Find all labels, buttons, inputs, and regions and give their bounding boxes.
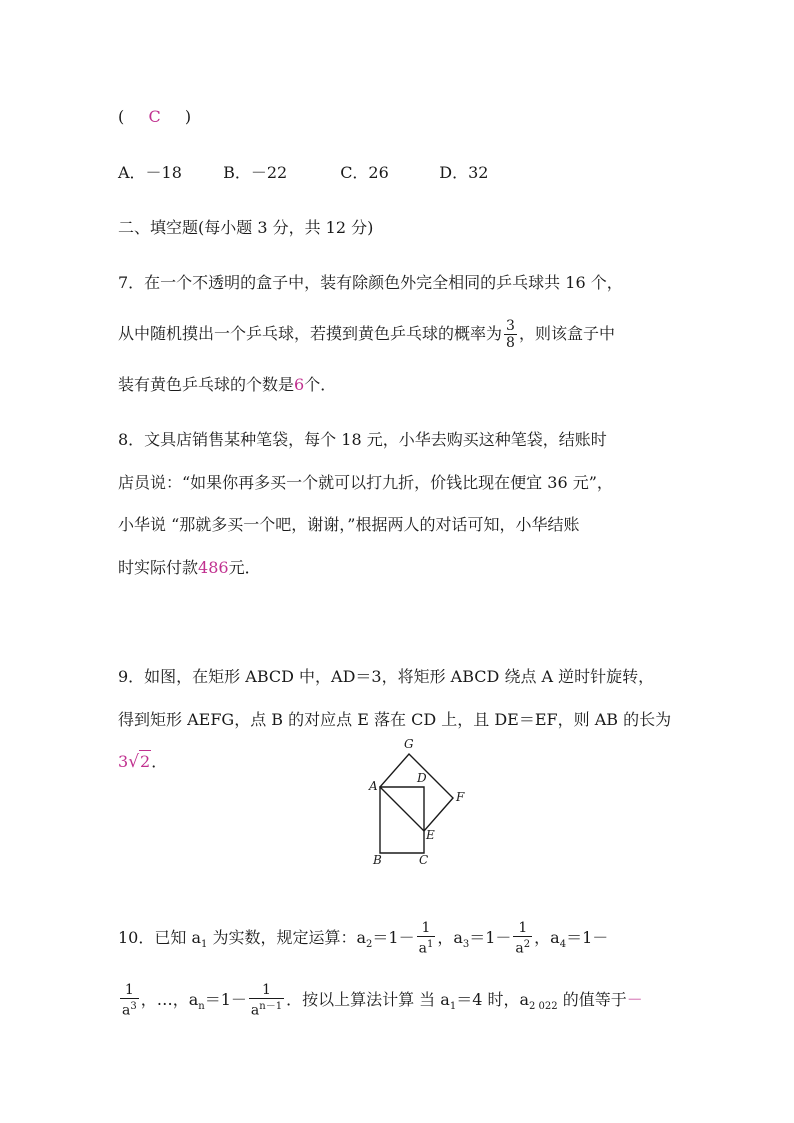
option-d: D．32 (439, 163, 489, 182)
paren-close: ) (184, 107, 192, 126)
q7-text-c: 装有黄色乒乓球的个数是 (118, 375, 295, 394)
q7-line-2 (118, 318, 615, 351)
q10-line-1 (118, 920, 608, 962)
frac-num: 1 (120, 982, 139, 999)
frac-num: 1 (249, 982, 284, 999)
q10-text: ，a (534, 927, 560, 947)
geometry-figure (360, 735, 480, 870)
q8-text-b: 元． (228, 558, 261, 577)
frac-den (417, 937, 436, 957)
label-b: B (373, 853, 382, 867)
den-base: a (122, 1002, 131, 1019)
den-base: a (515, 940, 524, 957)
q7-text-a: 从中随机摸出一个乒乓球，若摸到黄色乒乓球的概率为 (118, 324, 503, 343)
option-c: C．26 (340, 163, 389, 182)
radical-icon: √ (128, 752, 140, 772)
q6-answer-line (118, 106, 191, 128)
den-base: a (250, 1002, 260, 1019)
label-g: G (404, 737, 414, 751)
q10-text: ＝4 时，a (456, 989, 529, 1009)
q9-line-1: 9．如图，在矩形 ABCD 中，AD＝3，将矩形 ABCD 绕点 A 逆时针旋转， (118, 667, 655, 686)
q10-fraction-4 (249, 982, 284, 1019)
q7-frac-den: 8 (506, 335, 515, 351)
q10-fraction-3 (120, 982, 139, 1019)
paren-open: ( (118, 107, 125, 126)
q10-subscript: n (198, 1001, 205, 1013)
q8-line-2: 店员说：“如果你再多买一个就可以打九折，价钱比现在便宜 36 元”， (118, 473, 613, 492)
rectangle-abcd (380, 787, 424, 853)
q10-line-2 (118, 982, 643, 1024)
rectangle-aefg (380, 754, 453, 831)
q9-answer-coef: 3 (118, 752, 129, 771)
q10-text: ＝1－ (566, 927, 609, 947)
q10-text: 的值等于 (557, 989, 627, 1009)
den-sup: n－1 (259, 1001, 283, 1012)
frac-den (249, 999, 284, 1019)
q7-line-1: 7．在一个不透明的盒子中，装有除颜色外完全相同的乒乓球共 16 个， (118, 273, 623, 292)
den-base: a (418, 940, 427, 957)
option-b: B．－22 (223, 163, 288, 182)
q10-text: ．按以上算法计算 当 a (286, 989, 450, 1009)
frac-den (120, 999, 139, 1019)
option-a: A．－18 (118, 163, 182, 182)
label-c: C (419, 853, 429, 867)
den-sup: 1 (426, 939, 434, 950)
q10-subscript: 2 022 (529, 1001, 558, 1013)
q9-end: ． (151, 752, 168, 771)
q9-line-2: 得到矩形 AEFG，点 B 的对应点 E 落在 CD 上，且 DE＝EF，则 AB 的长为 (118, 710, 672, 729)
q7-text-d: 个． (304, 375, 337, 394)
q10-text: ，…，a (140, 989, 199, 1009)
q7-text-b: ，则该盒子中 (518, 324, 615, 343)
den-sup: 3 (130, 1001, 137, 1012)
q7-answer: 6 (294, 375, 305, 394)
den-sup: 2 (523, 939, 531, 950)
q10-fraction-1 (417, 920, 436, 957)
q6-answer: C (148, 107, 161, 126)
q8-text-a: 时实际付款 (118, 558, 199, 577)
q8-line-4 (118, 557, 261, 579)
q7-frac-num: 3 (506, 318, 515, 334)
q6-options (118, 162, 488, 184)
q10-subscript: 3 (462, 939, 470, 951)
frac-den (513, 937, 532, 957)
q10-fraction-2 (513, 920, 532, 957)
q7-line-3 (118, 374, 336, 396)
section-heading: 二、填空题(每小题 3 分，共 12 分) (118, 218, 374, 237)
q10-subscript: 4 (559, 939, 567, 951)
label-d: D (417, 771, 427, 785)
frac-num: 1 (513, 920, 532, 937)
q10-text: 为实数，规定运算：a (207, 927, 367, 947)
q10-text: ＝1－ (372, 927, 415, 947)
frac-num: 1 (417, 920, 436, 937)
q10-text: ＝1－ (204, 989, 247, 1009)
q10-answer: － (626, 989, 643, 1009)
q10-text: 10．已知 a (118, 927, 201, 947)
label-a: A (369, 779, 378, 793)
q9-radicand: 2 (140, 752, 151, 771)
q10-text: ，a (437, 927, 463, 947)
q8-answer: 486 (198, 558, 229, 577)
label-f: F (456, 790, 465, 804)
q9-sqrt (128, 750, 151, 773)
q10-text: ＝1－ (469, 927, 512, 947)
q8-line-3: 小华说 “那就多买一个吧，谢谢，”根据两人的对话可知，小华结账 (118, 515, 580, 534)
q8-line-1: 8．文具店销售某种笔袋，每个 18 元，小华去购买这种笔袋，结账时 (118, 430, 607, 449)
q7-fraction (504, 318, 517, 351)
q10-subscript: 1 (449, 1001, 457, 1013)
label-e: E (426, 828, 435, 842)
q10-subscript: 2 (366, 939, 373, 951)
q10-subscript: 1 (201, 939, 208, 951)
q9-answer-line (118, 750, 167, 773)
